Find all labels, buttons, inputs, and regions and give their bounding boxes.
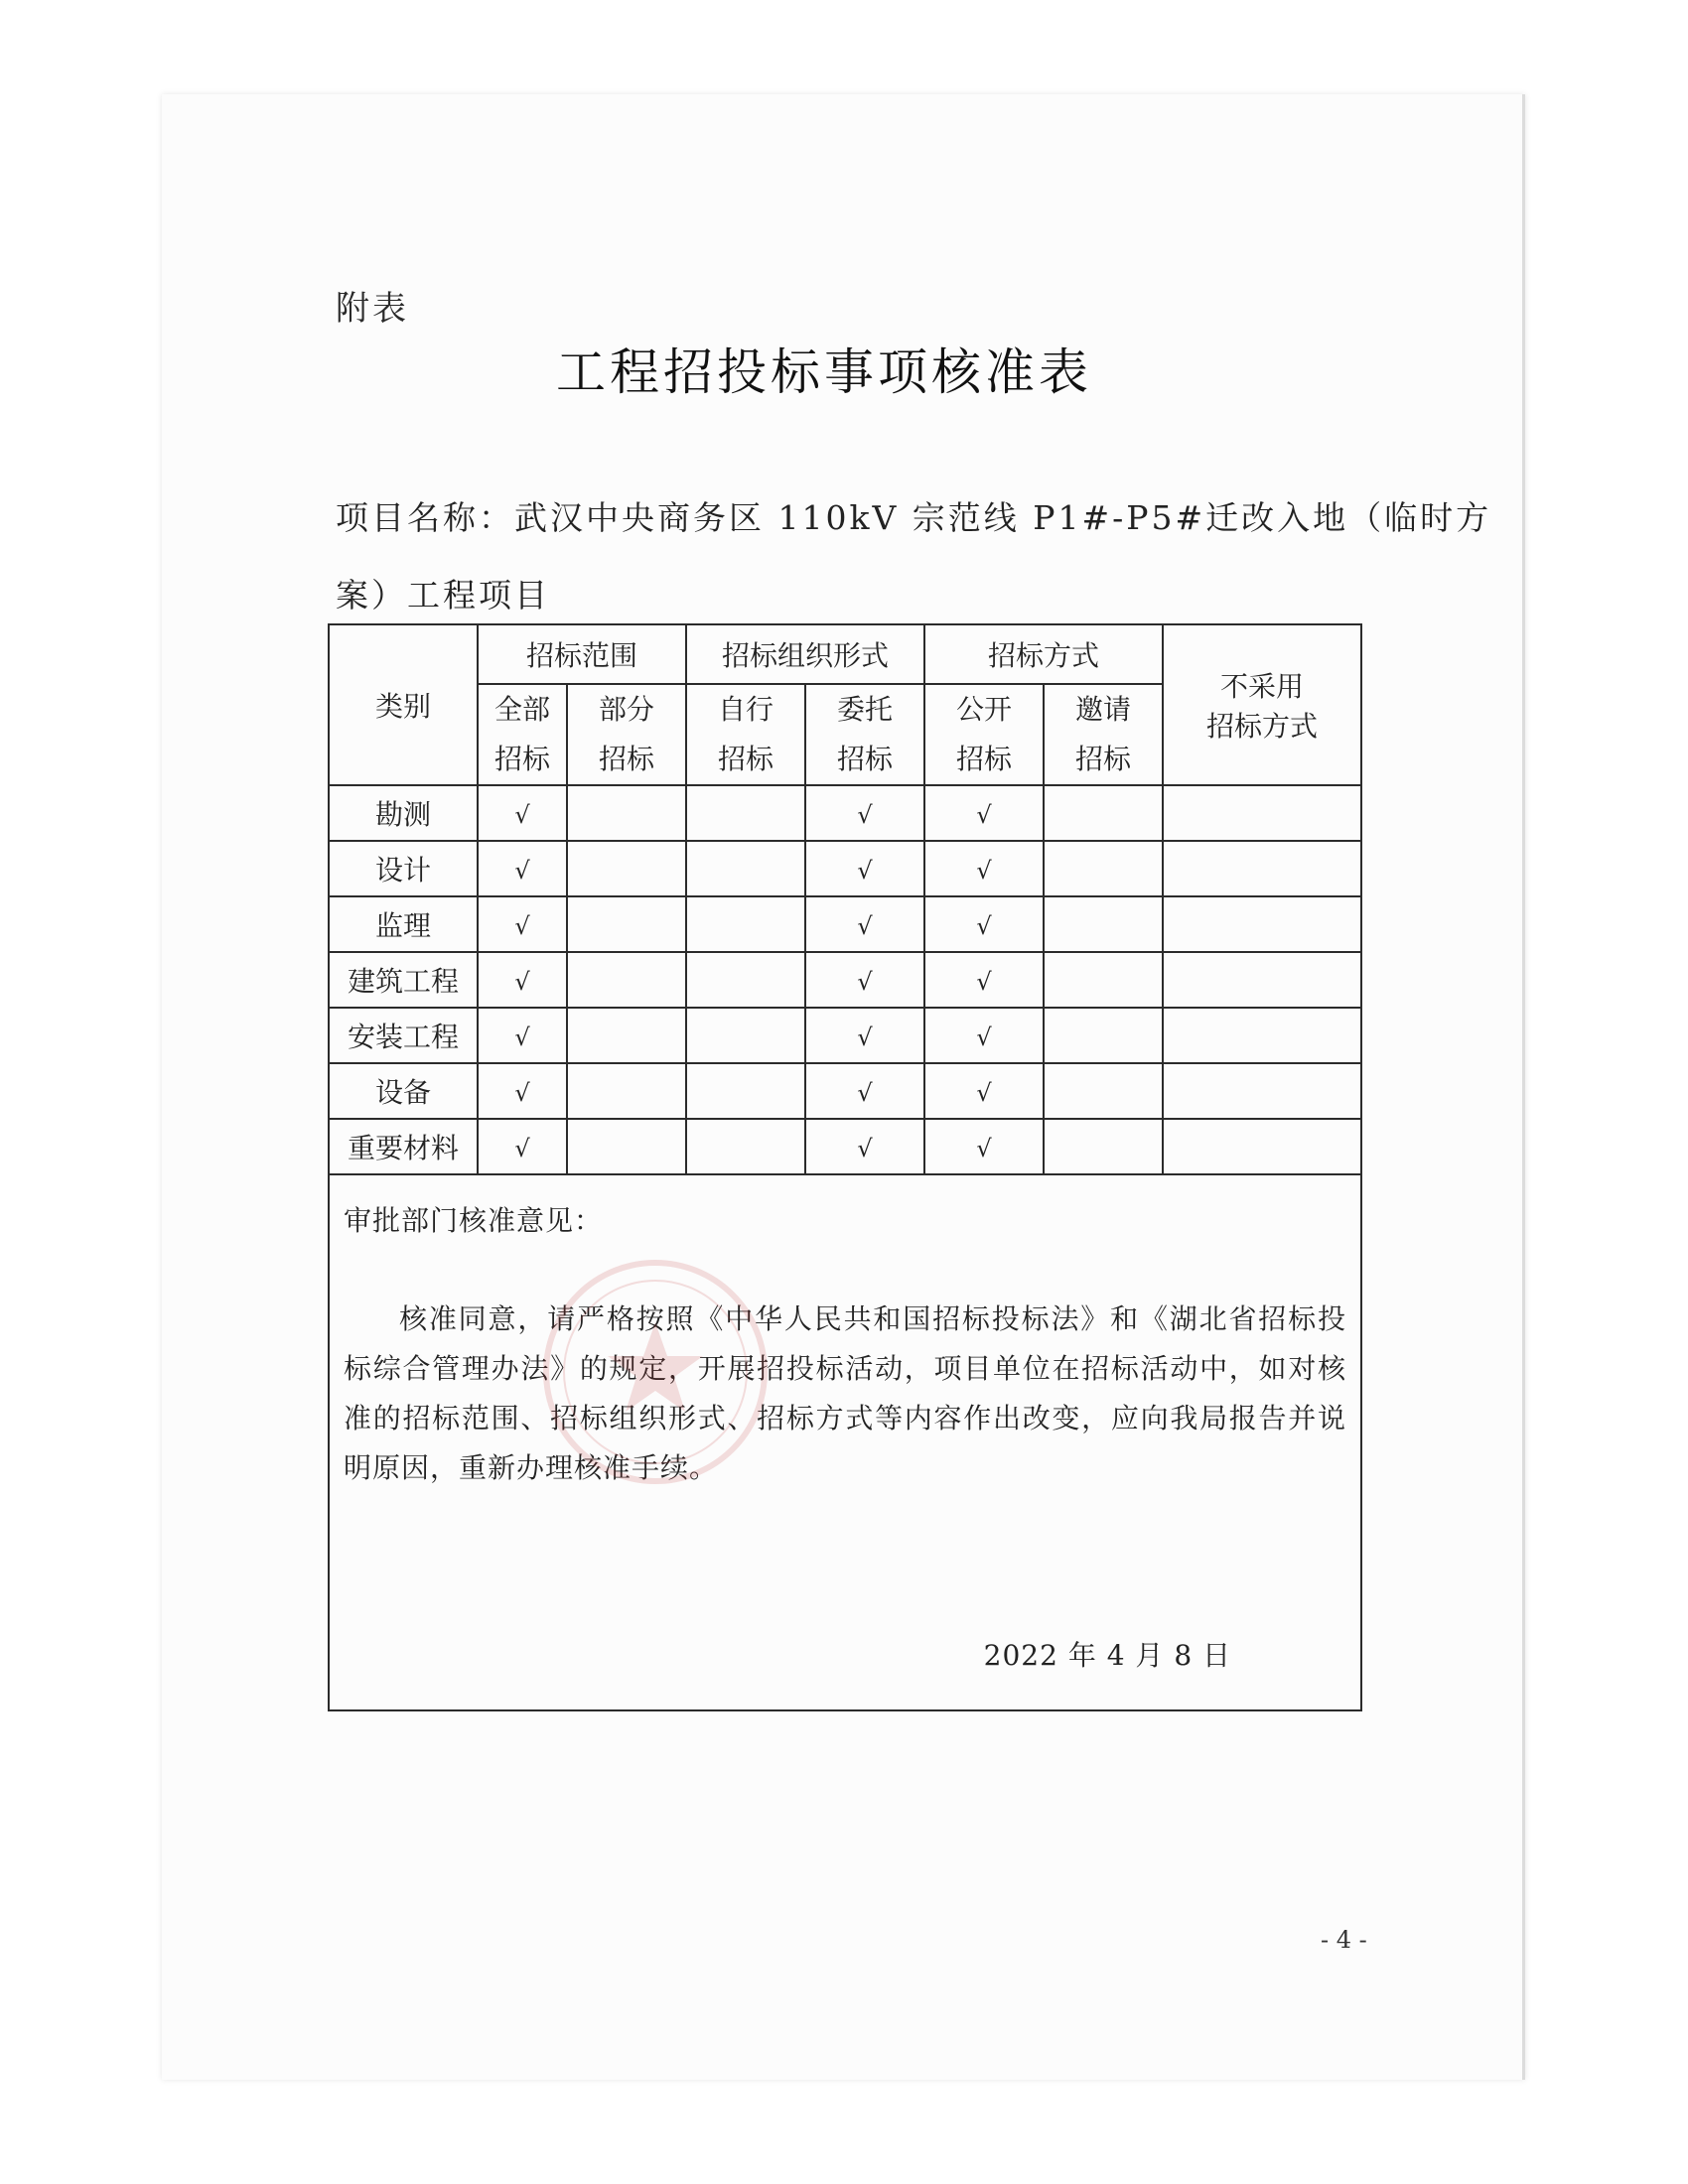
subheader-line1: 委托 bbox=[837, 693, 894, 726]
check-mark: √ bbox=[514, 911, 530, 940]
check-mark: √ bbox=[514, 967, 530, 996]
check-mark: √ bbox=[857, 967, 873, 996]
row-category: 建筑工程 bbox=[329, 952, 478, 1008]
check-cell bbox=[478, 1119, 567, 1174]
project-name-line-2: 案）工程项目 bbox=[336, 576, 550, 614]
approval-text: 核准同意，请严格按照《中华人民共和国招标投标法》和《湖北省招标投标综合管理办法》的规定，开展招投标活动，项目单位在招标活动中，如对核准的招标范围、招标组织形式、招标方式等内容作出改变，应向我局报告并说明原因，重新办理核准手续。 bbox=[344, 1302, 1346, 1484]
subheader-line2: 招标 bbox=[718, 743, 774, 775]
subheader-open bbox=[924, 684, 1044, 785]
empty-cell bbox=[686, 785, 805, 841]
check-cell bbox=[924, 1063, 1044, 1119]
page-title: 工程招投标事项核准表 bbox=[556, 343, 1092, 401]
subheader-line1: 部分 bbox=[599, 693, 655, 726]
empty-cell bbox=[1044, 1008, 1163, 1063]
subheader-line1: 邀请 bbox=[1075, 693, 1132, 726]
approval-date: 2022 年 4 月 8 日 bbox=[983, 1639, 1232, 1672]
empty-cell bbox=[1163, 1063, 1361, 1119]
check-mark: √ bbox=[857, 1134, 873, 1162]
check-mark: √ bbox=[514, 1023, 530, 1051]
check-mark: √ bbox=[976, 800, 992, 829]
check-mark: √ bbox=[857, 911, 873, 940]
empty-cell bbox=[1044, 1119, 1163, 1174]
check-cell bbox=[805, 785, 924, 841]
subheader-line2: 招标 bbox=[1075, 743, 1132, 775]
empty-cell bbox=[567, 1063, 686, 1119]
empty-cell bbox=[567, 896, 686, 952]
empty-cell bbox=[1044, 841, 1163, 896]
subheader-line1: 公开 bbox=[956, 693, 1013, 726]
check-cell bbox=[924, 1008, 1044, 1063]
check-cell bbox=[805, 1063, 924, 1119]
empty-cell bbox=[1163, 952, 1361, 1008]
check-mark: √ bbox=[976, 911, 992, 940]
check-cell bbox=[924, 785, 1044, 841]
check-mark: √ bbox=[514, 1078, 530, 1107]
check-cell bbox=[478, 896, 567, 952]
approval-table bbox=[328, 623, 1362, 1711]
opinion-cell bbox=[329, 1174, 1361, 1710]
table-row bbox=[329, 1008, 1361, 1063]
project-name-line-1: 项目名称：武汉中央商务区 110kV 宗范线 P1#-P5#迁改入地（临时方 bbox=[336, 498, 1492, 537]
check-cell bbox=[478, 785, 567, 841]
subheader-invited bbox=[1044, 684, 1163, 785]
check-cell bbox=[478, 1008, 567, 1063]
check-mark: √ bbox=[976, 856, 992, 885]
empty-cell bbox=[1163, 1008, 1361, 1063]
empty-cell bbox=[686, 841, 805, 896]
empty-cell bbox=[1163, 1119, 1361, 1174]
approval-label: 审批部门核准意见： bbox=[344, 1204, 604, 1237]
header-row-groups bbox=[329, 624, 1361, 684]
subheader-full bbox=[478, 684, 567, 785]
row-category: 设计 bbox=[329, 841, 478, 896]
check-mark: √ bbox=[857, 800, 873, 829]
empty-cell bbox=[567, 1119, 686, 1174]
check-mark: √ bbox=[857, 856, 873, 885]
table-row bbox=[329, 952, 1361, 1008]
table-row bbox=[329, 896, 1361, 952]
subheader-line2: 招标 bbox=[956, 743, 1013, 775]
empty-cell bbox=[567, 1008, 686, 1063]
empty-cell bbox=[686, 1063, 805, 1119]
row-category: 设备 bbox=[329, 1063, 478, 1119]
subheader-line2: 招标 bbox=[599, 743, 655, 775]
subheader-entrusted bbox=[805, 684, 924, 785]
check-mark: √ bbox=[514, 1134, 530, 1162]
check-cell bbox=[805, 1008, 924, 1063]
empty-cell bbox=[567, 785, 686, 841]
check-cell bbox=[478, 952, 567, 1008]
check-cell bbox=[478, 1063, 567, 1119]
not-adopted-line2: 招标方式 bbox=[1206, 710, 1319, 743]
check-cell bbox=[924, 841, 1044, 896]
check-mark: √ bbox=[857, 1078, 873, 1107]
table-row bbox=[329, 1119, 1361, 1174]
check-mark: √ bbox=[976, 967, 992, 996]
check-cell bbox=[805, 952, 924, 1008]
empty-cell bbox=[567, 841, 686, 896]
check-cell bbox=[805, 841, 924, 896]
check-mark: √ bbox=[976, 1023, 992, 1051]
row-category: 重要材料 bbox=[329, 1119, 478, 1174]
empty-cell bbox=[686, 1008, 805, 1063]
opinion-row bbox=[329, 1174, 1361, 1710]
group-header-method: 招标方式 bbox=[924, 624, 1163, 684]
table-row bbox=[329, 785, 1361, 841]
empty-cell bbox=[1044, 952, 1163, 1008]
empty-cell bbox=[1044, 785, 1163, 841]
check-cell bbox=[924, 1119, 1044, 1174]
empty-cell bbox=[1163, 785, 1361, 841]
check-cell bbox=[478, 841, 567, 896]
not-adopted-line1: 不采用 bbox=[1220, 670, 1305, 703]
check-mark: √ bbox=[857, 1023, 873, 1051]
empty-cell bbox=[1163, 841, 1361, 896]
check-cell bbox=[924, 896, 1044, 952]
empty-cell bbox=[1163, 896, 1361, 952]
subheader-line2: 招标 bbox=[837, 743, 894, 775]
check-mark: √ bbox=[976, 1078, 992, 1107]
row-category: 勘测 bbox=[329, 785, 478, 841]
check-cell bbox=[924, 952, 1044, 1008]
category-header: 类别 bbox=[329, 624, 478, 785]
group-header-organization: 招标组织形式 bbox=[686, 624, 924, 684]
subheader-self bbox=[686, 684, 805, 785]
subheader-line1: 自行 bbox=[718, 693, 774, 726]
empty-cell bbox=[567, 952, 686, 1008]
subheader-line1: 全部 bbox=[493, 693, 550, 726]
check-cell bbox=[805, 896, 924, 952]
subheader-partial bbox=[567, 684, 686, 785]
table-row bbox=[329, 1063, 1361, 1119]
page-number: - 4 - bbox=[1321, 1926, 1367, 1954]
appendix-label: 附表 bbox=[336, 289, 409, 329]
row-category: 安装工程 bbox=[329, 1008, 478, 1063]
empty-cell bbox=[686, 1119, 805, 1174]
check-mark: √ bbox=[514, 856, 530, 885]
group-header-scope: 招标范围 bbox=[478, 624, 686, 684]
not-adopted-header bbox=[1163, 624, 1361, 785]
check-mark: √ bbox=[976, 1134, 992, 1162]
official-seal-icon bbox=[536, 1253, 774, 1491]
empty-cell bbox=[1044, 1063, 1163, 1119]
check-mark: √ bbox=[514, 800, 530, 829]
empty-cell bbox=[686, 896, 805, 952]
empty-cell bbox=[1044, 896, 1163, 952]
row-category: 监理 bbox=[329, 896, 478, 952]
subheader-line2: 招标 bbox=[493, 743, 550, 775]
table-row bbox=[329, 841, 1361, 896]
check-cell bbox=[805, 1119, 924, 1174]
empty-cell bbox=[686, 952, 805, 1008]
